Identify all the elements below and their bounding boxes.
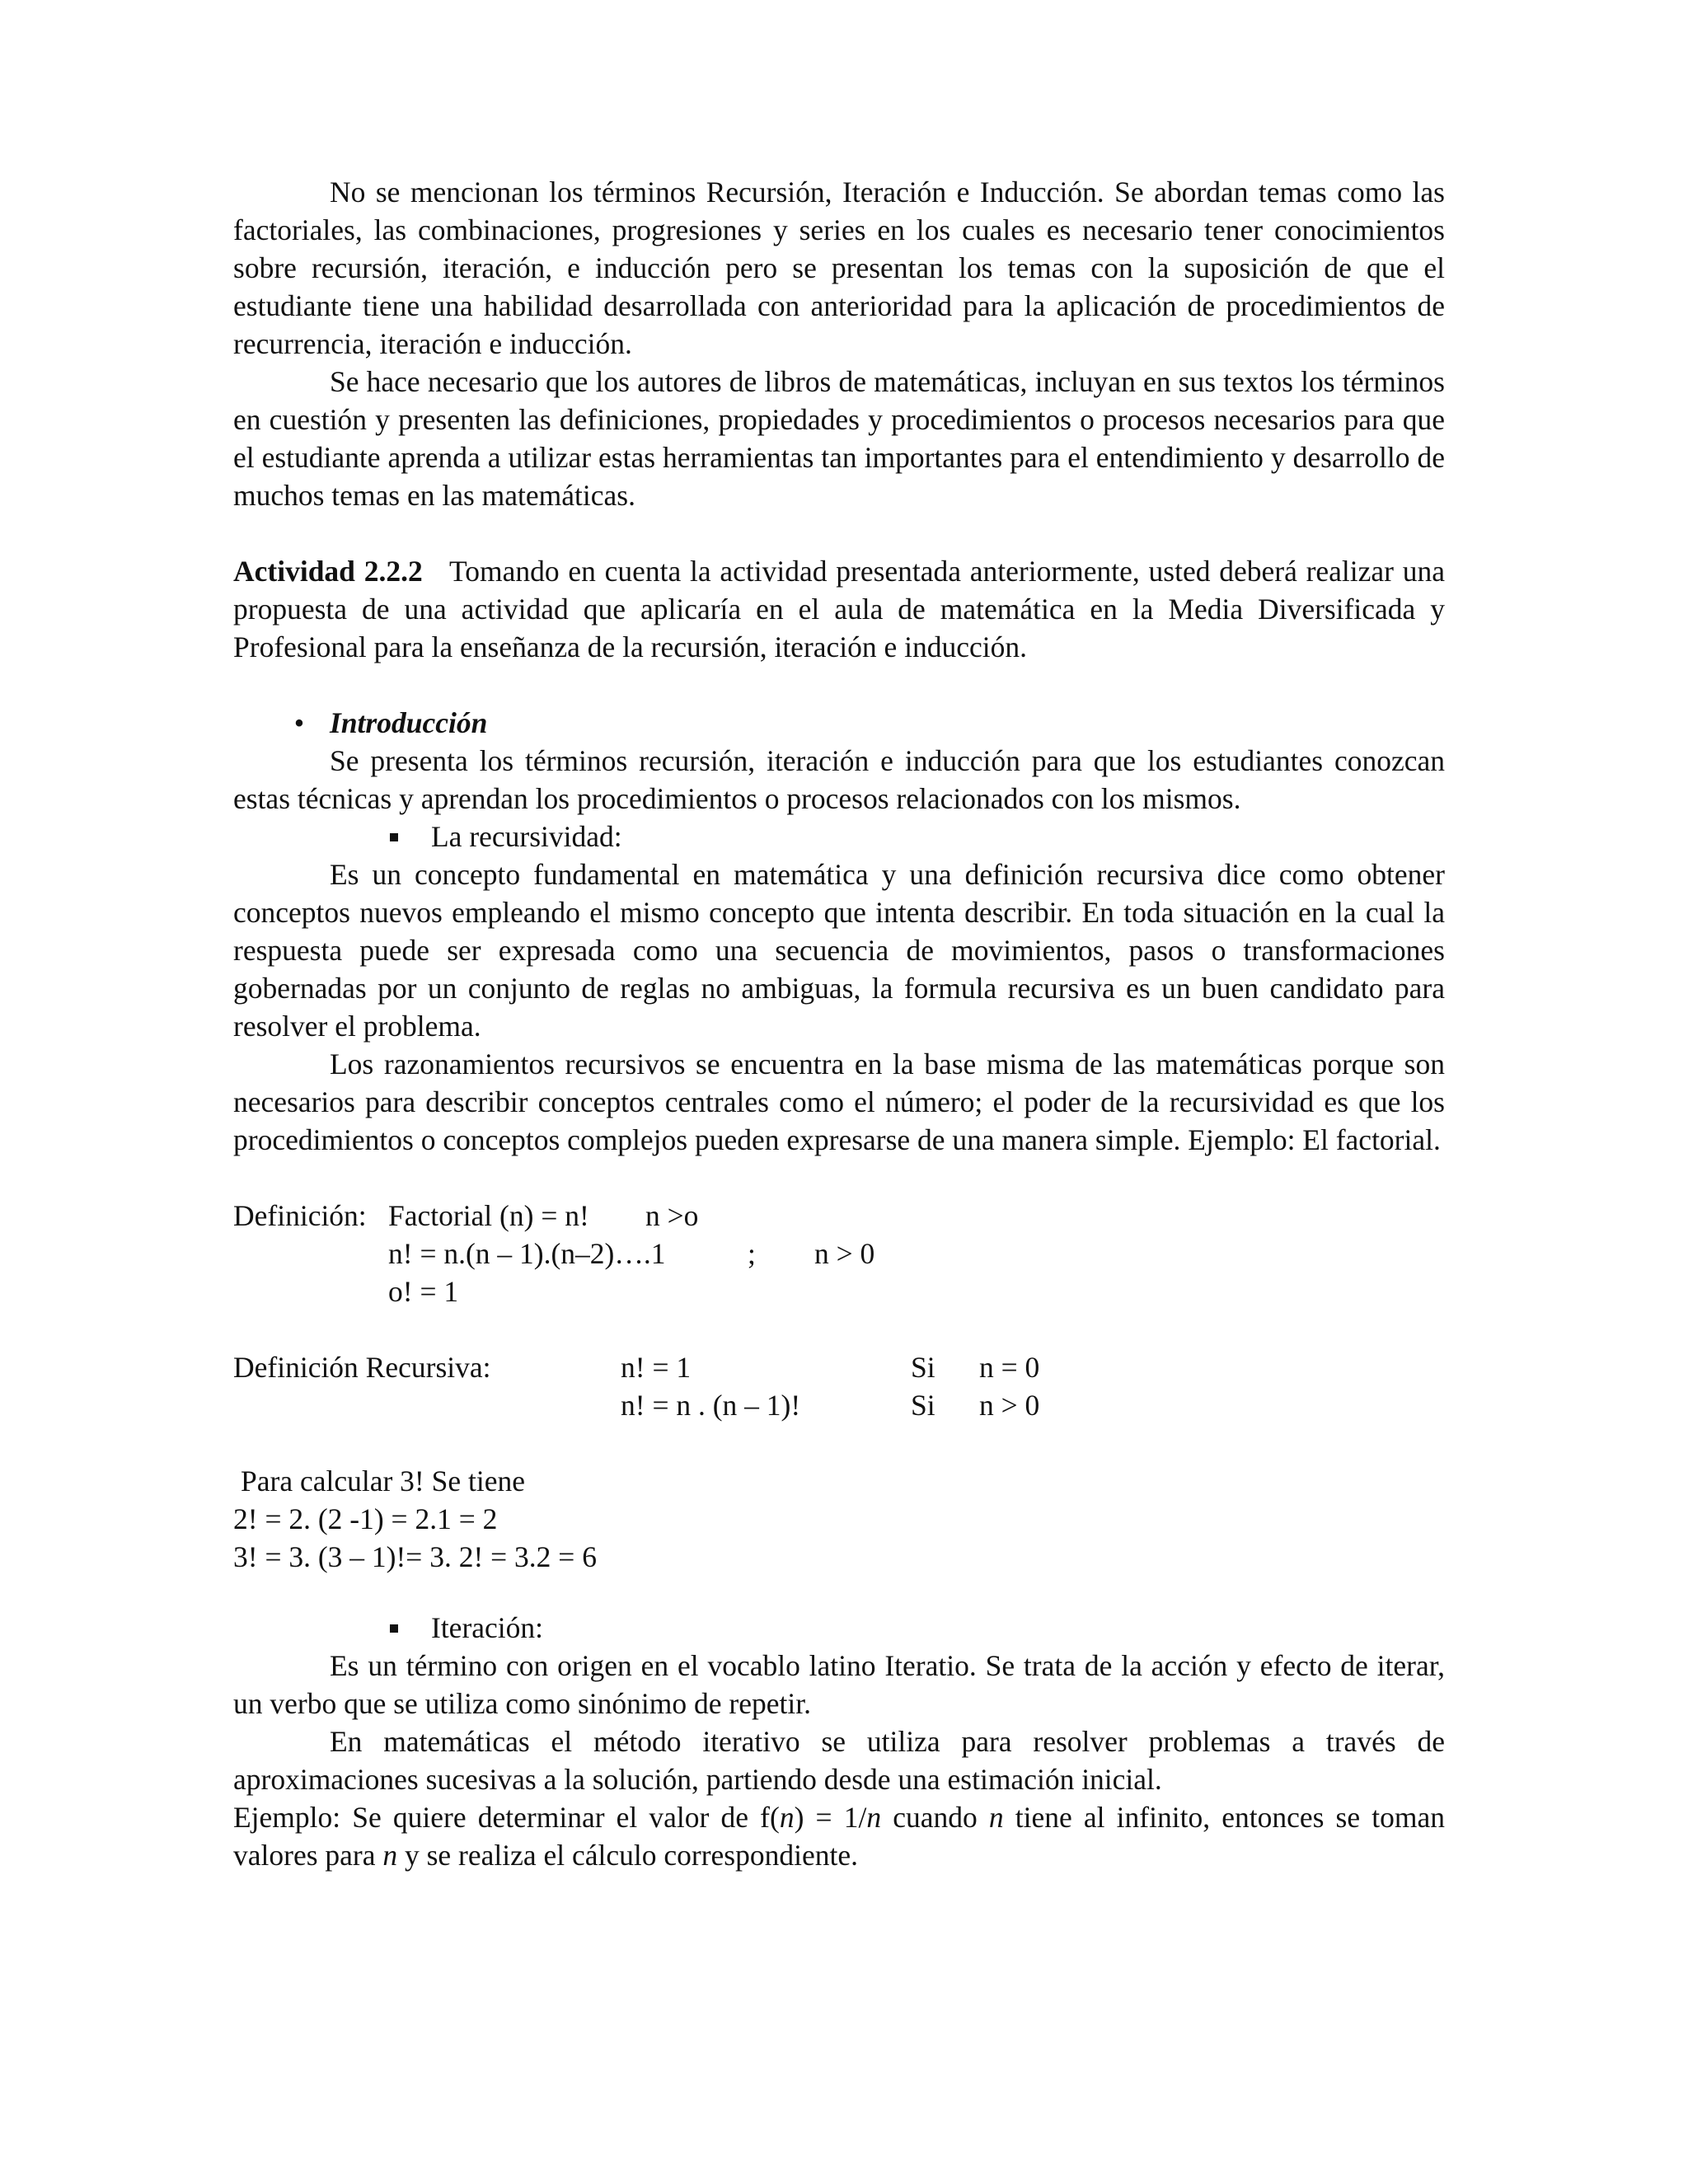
- recursive-condition-2: n > 0: [979, 1389, 1040, 1422]
- intro-bullet: [233, 704, 1445, 742]
- definition-zero-factorial: o! = 1: [388, 1275, 459, 1308]
- calc-line-2: [233, 1500, 1445, 1538]
- definition-row-1: [233, 1197, 1445, 1235]
- definition-separator: ;: [748, 1237, 756, 1270]
- square-bullet-icon: [390, 833, 398, 841]
- recursive-si-2: Si: [911, 1389, 935, 1422]
- intro-paragraph: Se presenta los términos recursión, iteración e inducción para que los estudiantes conozcan estas técnicas y aprendan los procedimientos o procesos relacionados con los mismos.: [233, 744, 1445, 815]
- definition-condition-2: n > 0: [814, 1237, 875, 1270]
- intro-heading: Introducción: [330, 706, 488, 739]
- recursive-condition-1: n = 0: [979, 1351, 1040, 1384]
- definition-expansion: n! = n.(n – 1).(n–2)….1: [388, 1237, 666, 1270]
- iteracion-bullet: [233, 1609, 1445, 1647]
- recursive-formula-1: n! = 1: [621, 1351, 692, 1384]
- recursive-formula-2: n! = n . (n – 1)!: [621, 1389, 801, 1422]
- iteracion-paragraph-1: Es un término con origen en el vocablo latino Iteratio. Se trata de la acción y efecto de iterar, un verbo que se utiliza como sinónimo de repetir.: [233, 1649, 1445, 1720]
- definition-factorial: Factorial (n) = n!: [388, 1199, 589, 1232]
- activity-text: Tomando en cuenta la actividad presentada anteriormente, usted deberá realizar una propuesta de una actividad que aplicaría en el aula de matemática en la Media Diversificada y Profesional para la enseñanza de la recursión, iteración e inducción.: [233, 555, 1446, 663]
- recursividad-bullet: [233, 818, 1445, 855]
- document-body: [233, 173, 1445, 1874]
- definition-row-2: [233, 1235, 1445, 1272]
- recursividad-heading: La recursividad:: [431, 820, 622, 853]
- recursividad-paragraph-2: Los razonamientos recursivos se encuentra en la base misma de las matemáticas porque son necesarios para describir conceptos centrales como el número; el poder de la recursividad es que los procedimientos o conceptos complejos pueden expresarse de una manera simple. Ejemplo: El factorial.: [233, 1047, 1445, 1156]
- paragraph-authors-recommendation: Se hace necesario que los autores de libros de matemáticas, incluyan en sus textos los términos en cuestión y presenten las definiciones, propiedades y procedimientos o procesos necesarios para que el estudiante aprenda a utilizar estas herramientas tan importantes para el entendimiento y desarrollo de muchos temas en las matemáticas.: [233, 365, 1445, 512]
- calc-line-1: [233, 1462, 1445, 1500]
- iteracion-heading: Iteración:: [431, 1611, 544, 1644]
- definition-condition-1: n >o: [645, 1199, 699, 1232]
- recursive-definition-row-1: [233, 1348, 1445, 1386]
- activity-paragraph: [233, 552, 1445, 666]
- activity-label: Actividad 2.2.2: [233, 555, 423, 588]
- iteracion-paragraph-2: En matemáticas el método iterativo se utiliza para resolver problemas a través de aproximaciones sucesivas a la solución, partiendo desde una estimación inicial.: [233, 1725, 1445, 1796]
- recursive-definition-row-2: [233, 1386, 1445, 1424]
- definition-label: Definición:: [233, 1199, 367, 1232]
- recursive-si-1: Si: [911, 1351, 935, 1384]
- recursive-definition-label: Definición Recursiva:: [233, 1351, 491, 1384]
- calc-three-factorial: 3! = 3. (3 – 1)!= 3. 2! = 3.2 = 6: [233, 1540, 597, 1573]
- bullet-dot-icon: •: [293, 706, 305, 739]
- paragraph-terms-not-mentioned: No se mencionan los términos Recursión, Iteración e Inducción. Se abordan temas como las factoriales, las combinaciones, progresiones y series en los cuales es necesario tener conocimientos sobre recursión, iteración, e inducción pero se presentan los temas con la suposición de que el estudiante tiene una habilidad desarrollada con anterioridad para la aplicación de procedimientos de recurrencia, iteración e inducción.: [233, 176, 1445, 360]
- calc-line-3: [233, 1538, 1445, 1576]
- calc-intro: Para calcular 3! Se tiene: [241, 1465, 525, 1497]
- example-paragraph: Ejemplo: Se quiere determinar el valor de f(n) = 1/n cuando n tiene al infinito, entonces se toman valores para n y se realiza el cálculo correspondiente.: [233, 1801, 1445, 1872]
- square-bullet-icon: [390, 1624, 398, 1633]
- definition-row-3: [233, 1272, 1445, 1310]
- recursividad-paragraph-1: Es un concepto fundamental en matemática y una definición recursiva dice como obtener conceptos nuevos empleando el mismo concepto que intenta describir. En toda situación en la cual la respuesta puede ser expresada como una secuencia de movimientos, pasos o transformaciones gobernadas por un conjunto de reglas no ambiguas, la formula recursiva es un buen candidato para resolver el problema.: [233, 858, 1445, 1043]
- calc-two-factorial: 2! = 2. (2 -1) = 2.1 = 2: [233, 1502, 498, 1535]
